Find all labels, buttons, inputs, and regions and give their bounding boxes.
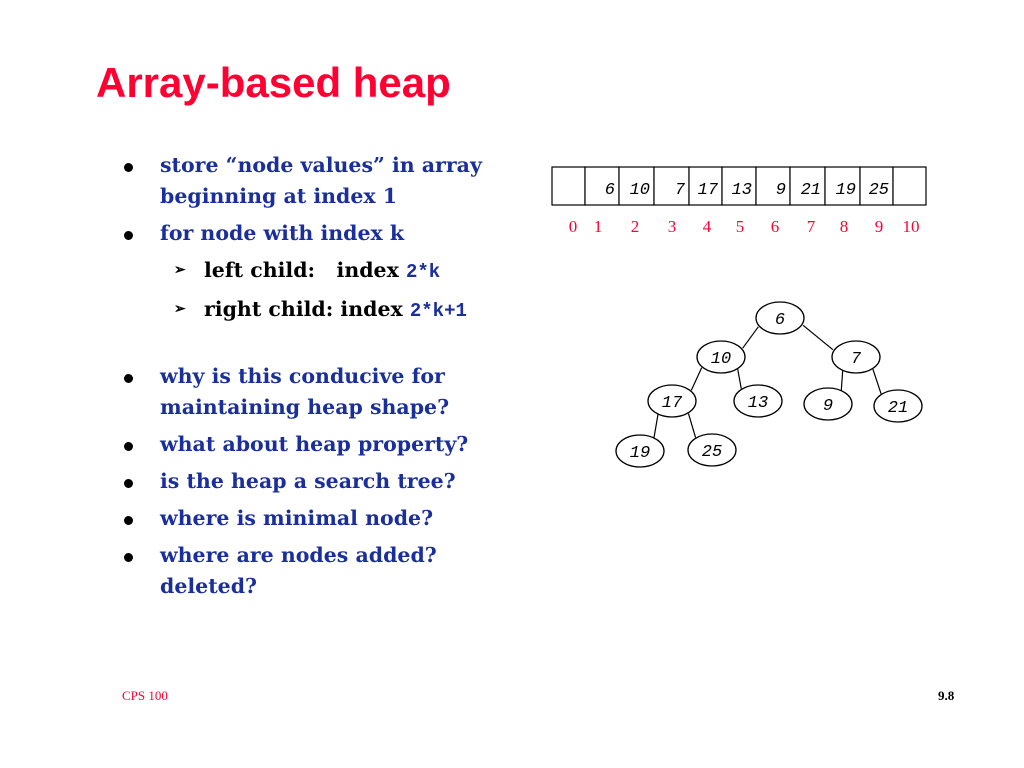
footer-page-number: 9.8 bbox=[938, 688, 955, 703]
tree-edge bbox=[691, 368, 701, 391]
bullet-text: where are nodes added? deleted? bbox=[160, 543, 437, 598]
tree-edge bbox=[654, 414, 658, 437]
array-index-label: 6 bbox=[770, 217, 780, 236]
sub-bullet-text: left child: index bbox=[204, 258, 406, 282]
bullet-text: store “node values” in array beginning at index 1 bbox=[160, 153, 482, 208]
array-index-label: 3 bbox=[667, 217, 677, 236]
array-cell-value: 21 bbox=[800, 181, 821, 200]
tree-edge bbox=[841, 371, 842, 391]
array-cell-value: 9 bbox=[775, 181, 786, 200]
sub-bullet-text: right child: index bbox=[204, 297, 410, 321]
bullet-text: where is minimal node? bbox=[160, 506, 434, 530]
array-cell bbox=[893, 167, 926, 205]
arrow-bullet-icon: ➢ bbox=[174, 262, 186, 278]
tree-edge bbox=[803, 325, 833, 349]
tree-node-value: 9 bbox=[822, 397, 834, 416]
tree-node-value: 25 bbox=[701, 443, 723, 462]
sub-bullet-code: 2*k+1 bbox=[409, 300, 467, 322]
array-cell-value: 6 bbox=[604, 181, 615, 200]
array-cell-value: 19 bbox=[835, 181, 856, 200]
tree-edge bbox=[743, 327, 759, 348]
tree-node-value: 21 bbox=[887, 399, 909, 418]
array-index-label: 9 bbox=[874, 217, 884, 236]
arrow-bullet-icon: ➢ bbox=[174, 301, 186, 317]
footer-course: CPS 100 bbox=[122, 688, 168, 703]
array-index-label: 1 bbox=[593, 217, 603, 236]
sub-bullet-code: 2*k bbox=[405, 261, 441, 283]
array-index-label: 4 bbox=[702, 217, 712, 236]
tree-node-value: 19 bbox=[629, 444, 651, 463]
bullet-text: is the heap a search tree? bbox=[160, 469, 456, 493]
array-cell-value: 10 bbox=[629, 181, 650, 200]
array-cell-value: 25 bbox=[868, 181, 889, 200]
tree-node-value: 10 bbox=[710, 350, 732, 369]
array-index-label: 0 bbox=[568, 217, 578, 236]
bullet-text: what about heap property? bbox=[160, 432, 469, 456]
array-index-label: 10 bbox=[902, 217, 920, 236]
array-cell bbox=[552, 167, 585, 205]
tree-node-value: 17 bbox=[661, 394, 683, 413]
array-cell-value: 7 bbox=[674, 181, 685, 200]
array-cell-value: 13 bbox=[731, 181, 752, 200]
tree-node-value: 13 bbox=[747, 394, 769, 413]
array-index-label: 2 bbox=[630, 217, 640, 236]
tree-node-value: 7 bbox=[850, 350, 862, 369]
tree-edge bbox=[738, 369, 742, 389]
slide-title: Array-based heap bbox=[96, 59, 451, 106]
bullet-text: why is this conducive for maintaining heap shape? bbox=[160, 364, 450, 419]
tree-node-value: 6 bbox=[774, 311, 786, 330]
array-index-label: 7 bbox=[806, 217, 816, 236]
bullet-text: for node with index k bbox=[160, 221, 405, 245]
array-cell-value: 17 bbox=[697, 181, 718, 200]
array-index-label: 5 bbox=[735, 217, 745, 236]
tree-edge bbox=[688, 413, 695, 437]
array-index-label: 8 bbox=[839, 217, 849, 236]
tree-edge bbox=[873, 369, 881, 394]
